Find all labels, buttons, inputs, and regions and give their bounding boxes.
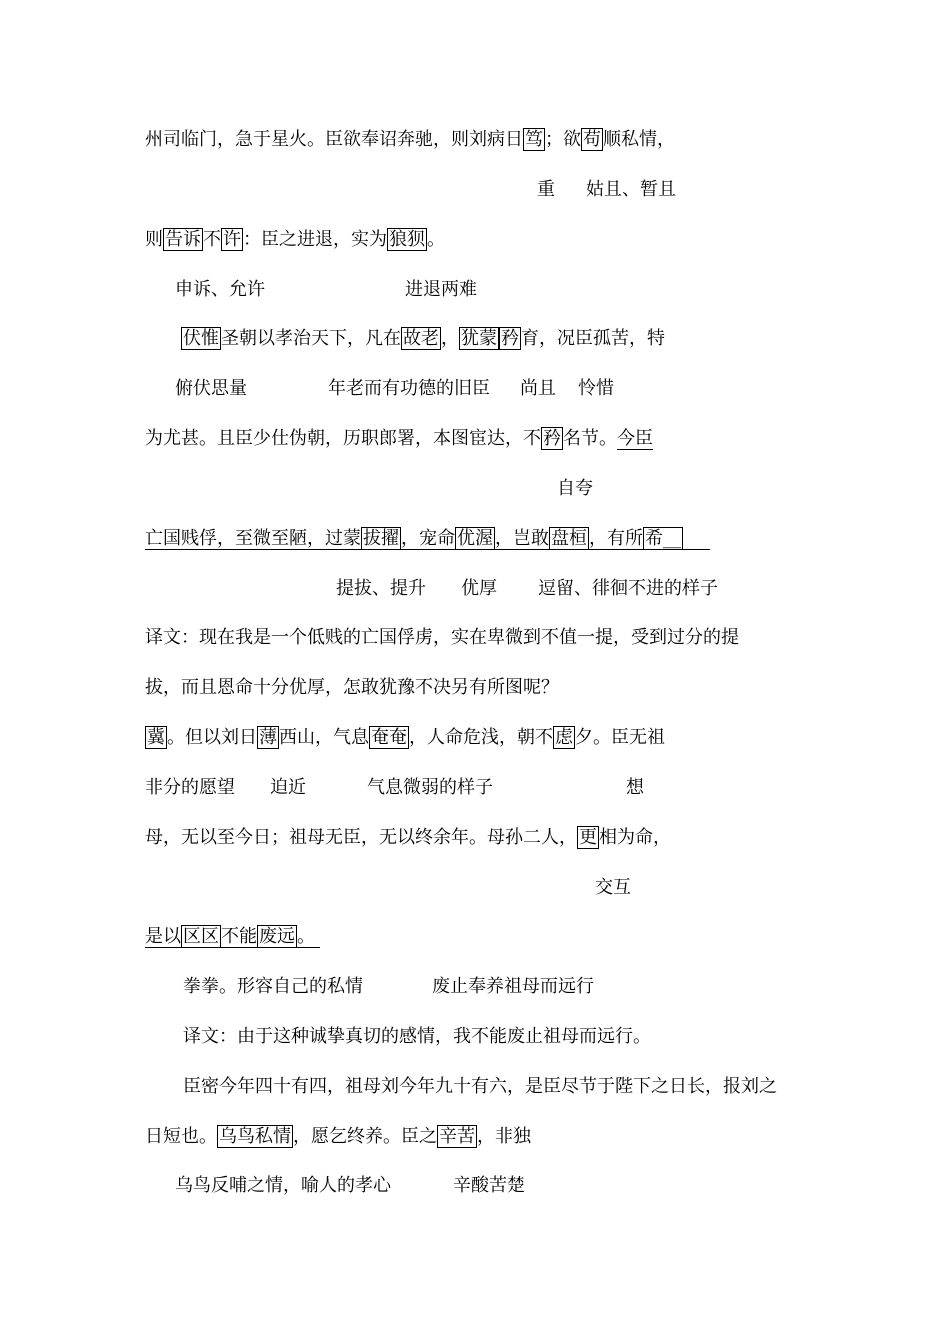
text-segment: ，岂敢	[495, 528, 549, 549]
boxed-term: 盘桓	[551, 528, 587, 549]
translation-line: 拔，而且恩命十分优厚，怎敢犹豫不决另有所图呢？	[145, 677, 559, 698]
boxed-term: 虑	[555, 727, 573, 748]
gloss: 乌鸟反哺之情，喻人的孝心	[175, 1175, 391, 1196]
text-segment: 亡国贱俘，至微至陋，过蒙	[145, 528, 361, 549]
text-segment: 。	[297, 926, 315, 947]
gloss: 逗留、徘徊不进的样子	[538, 578, 718, 599]
text-segment: 不能	[221, 926, 257, 947]
boxed-term: 许	[223, 229, 241, 250]
text-line-2	[145, 228, 445, 252]
boxed-term: 优渥	[457, 528, 493, 549]
text-line-6	[145, 726, 665, 750]
gloss: 自夸	[557, 478, 593, 499]
text-segment: 圣朝以孝治天下，凡在	[221, 328, 401, 349]
text-line-4	[145, 427, 653, 451]
boxed-term: 犹蒙	[461, 328, 497, 349]
text-segment: 夕。臣无祖	[575, 727, 665, 748]
boxed-term: 笃	[525, 129, 543, 150]
text-segment: ：臣之进退，实为	[243, 229, 387, 250]
translation-line: 译文：由于这种诚挚真切的感情，我不能废止祖母而远行。	[183, 1026, 651, 1047]
boxed-term: 矜	[501, 328, 519, 349]
gloss: 想	[626, 777, 644, 798]
boxed-term: 希__	[645, 528, 681, 549]
text-segment: 日短也。	[145, 1126, 217, 1147]
text-segment: ；欲	[545, 129, 581, 150]
text-segment: ，	[441, 328, 459, 349]
text-segment: ，人命危浅，朝不	[409, 727, 553, 748]
gloss: 姑且、暂且	[586, 179, 676, 200]
boxed-term: 区区	[183, 926, 219, 947]
text-segment: 西山，气息	[279, 727, 369, 748]
text-segment: 育，况臣孤苦，特	[521, 328, 665, 349]
text-line-5	[145, 527, 683, 551]
gloss: 俯伏思量	[175, 378, 247, 399]
boxed-term: 告诉	[165, 229, 201, 250]
boxed-term: 矜	[543, 428, 561, 449]
boxed-term: 拔擢	[363, 528, 399, 549]
text-segment: 是以	[145, 926, 181, 947]
underline-rule	[145, 549, 710, 550]
boxed-term: 狼狈	[389, 229, 425, 250]
text-segment: ，宠命	[401, 528, 455, 549]
gloss: 优厚	[461, 578, 497, 599]
gloss: 交互	[595, 877, 631, 898]
gloss: 提拔、提升	[336, 578, 426, 599]
text-segment: 。	[427, 229, 445, 250]
text-segment: ，有所	[589, 528, 643, 549]
gloss: 尚且	[520, 378, 556, 399]
text-line-7	[145, 826, 671, 850]
text-line-10	[145, 1125, 531, 1149]
gloss: 重	[537, 179, 555, 200]
text-segment: 相为命，	[599, 827, 671, 848]
text-segment: 顺私情，	[603, 129, 675, 150]
gloss: 辛酸苦楚	[453, 1175, 525, 1196]
text-line-1	[145, 128, 675, 152]
boxed-term: 废远	[259, 926, 295, 947]
boxed-term: 苟	[583, 129, 601, 150]
text-segment: 名节。	[563, 428, 617, 449]
gloss: 年老而有功德的旧臣	[328, 378, 490, 399]
text-line-8	[145, 925, 315, 949]
gloss: 气息微弱的样子	[367, 777, 493, 798]
translation-line: 译文：现在我是一个低贱的亡国俘虏，实在卑微到不值一提，受到过分的提	[145, 627, 739, 648]
text-segment: 母，无以至今日；祖母无臣，无以终余年。母孙二人，	[145, 827, 577, 848]
boxed-term: 薄	[259, 727, 277, 748]
text-segment: 为尤甚。且臣少仕伪朝，历职郎署，本图宦达，不	[145, 428, 541, 449]
gloss: 废止奉养祖母而远行	[432, 976, 594, 997]
text-segment: 州司临门，急于星火。臣欲奉诏奔驰，则刘病日	[145, 129, 523, 150]
text-line-3	[181, 327, 665, 351]
boxed-term: 奄奄	[371, 727, 407, 748]
boxed-term: 乌鸟私情	[219, 1126, 291, 1147]
underlined-text: 今臣	[617, 428, 653, 449]
gloss: 进退两难	[405, 279, 477, 300]
boxed-term: 冀	[147, 727, 165, 748]
text-segment: ，非独	[477, 1126, 531, 1147]
boxed-term: 辛苦	[439, 1126, 475, 1147]
text-segment: 则	[145, 229, 163, 250]
text-line-9: 臣密今年四十有四，祖母刘今年九十有六，是臣尽节于陛下之日长，报刘之	[183, 1076, 777, 1097]
boxed-term: 伏惟	[183, 328, 219, 349]
gloss: 怜惜	[578, 378, 614, 399]
gloss: 拳拳。形容自己的私情	[183, 976, 363, 997]
underline-rule	[145, 947, 320, 948]
text-segment: 。但以刘日	[167, 727, 257, 748]
boxed-term-text: 希	[645, 528, 663, 549]
gloss: 迫近	[270, 777, 306, 798]
gloss: 非分的愿望	[145, 777, 235, 798]
boxed-term: 故老	[403, 328, 439, 349]
gloss: 申诉、允许	[175, 279, 265, 300]
text-segment: ，愿乞终养。臣之	[293, 1126, 437, 1147]
boxed-term: 更	[579, 827, 597, 848]
text-segment: 不	[203, 229, 221, 250]
